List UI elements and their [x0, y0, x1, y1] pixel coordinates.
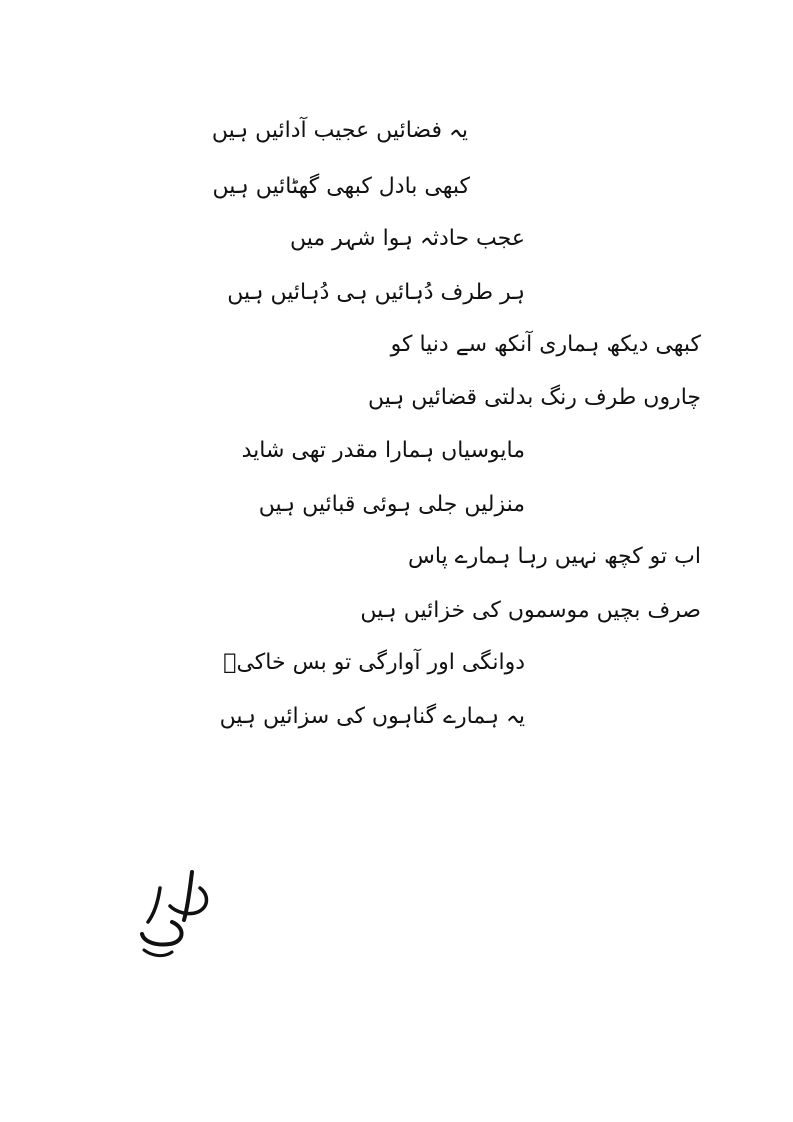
poem-line-4: ہر طرف دُہائیں ہی دُہائیں ہیں: [227, 280, 525, 305]
poem-line-11: دوانگی اور آوارگی تو بس خاکیؔ: [223, 650, 525, 675]
poem-line-10: صرف بچیں موسموں کی خزائیں ہیں: [360, 598, 701, 623]
poem-line-3: عجب حادثہ ہوا شہر میں: [289, 226, 525, 251]
poem-line-6: چاروں طرف رنگ بدلتی قضائیں ہیں: [368, 385, 701, 410]
poem-line-7: مایوسیاں ہمارا مقدر تھی شاید: [241, 438, 525, 463]
poem-line-2: کبھی بادل کبھی گھٹائیں ہیں: [212, 174, 470, 199]
poem-line-1: یہ فضائیں عجیب آدائیں ہیں: [211, 118, 468, 143]
signature-drawing: [130, 858, 220, 968]
poem-line-8: منزلیں جلی ہوئی قبائیں ہیں: [258, 492, 525, 517]
poem-line-12: یہ ہمارے گناہوں کی سزائیں ہیں: [219, 704, 525, 729]
handwritten-signature: [130, 858, 220, 968]
poem-line-9: اب تو کچھ نہیں رہا ہمارے پاس: [408, 544, 701, 569]
poem-line-5: کبھی دیکھ ہماری آنکھ سے دنیا کو: [390, 332, 701, 357]
